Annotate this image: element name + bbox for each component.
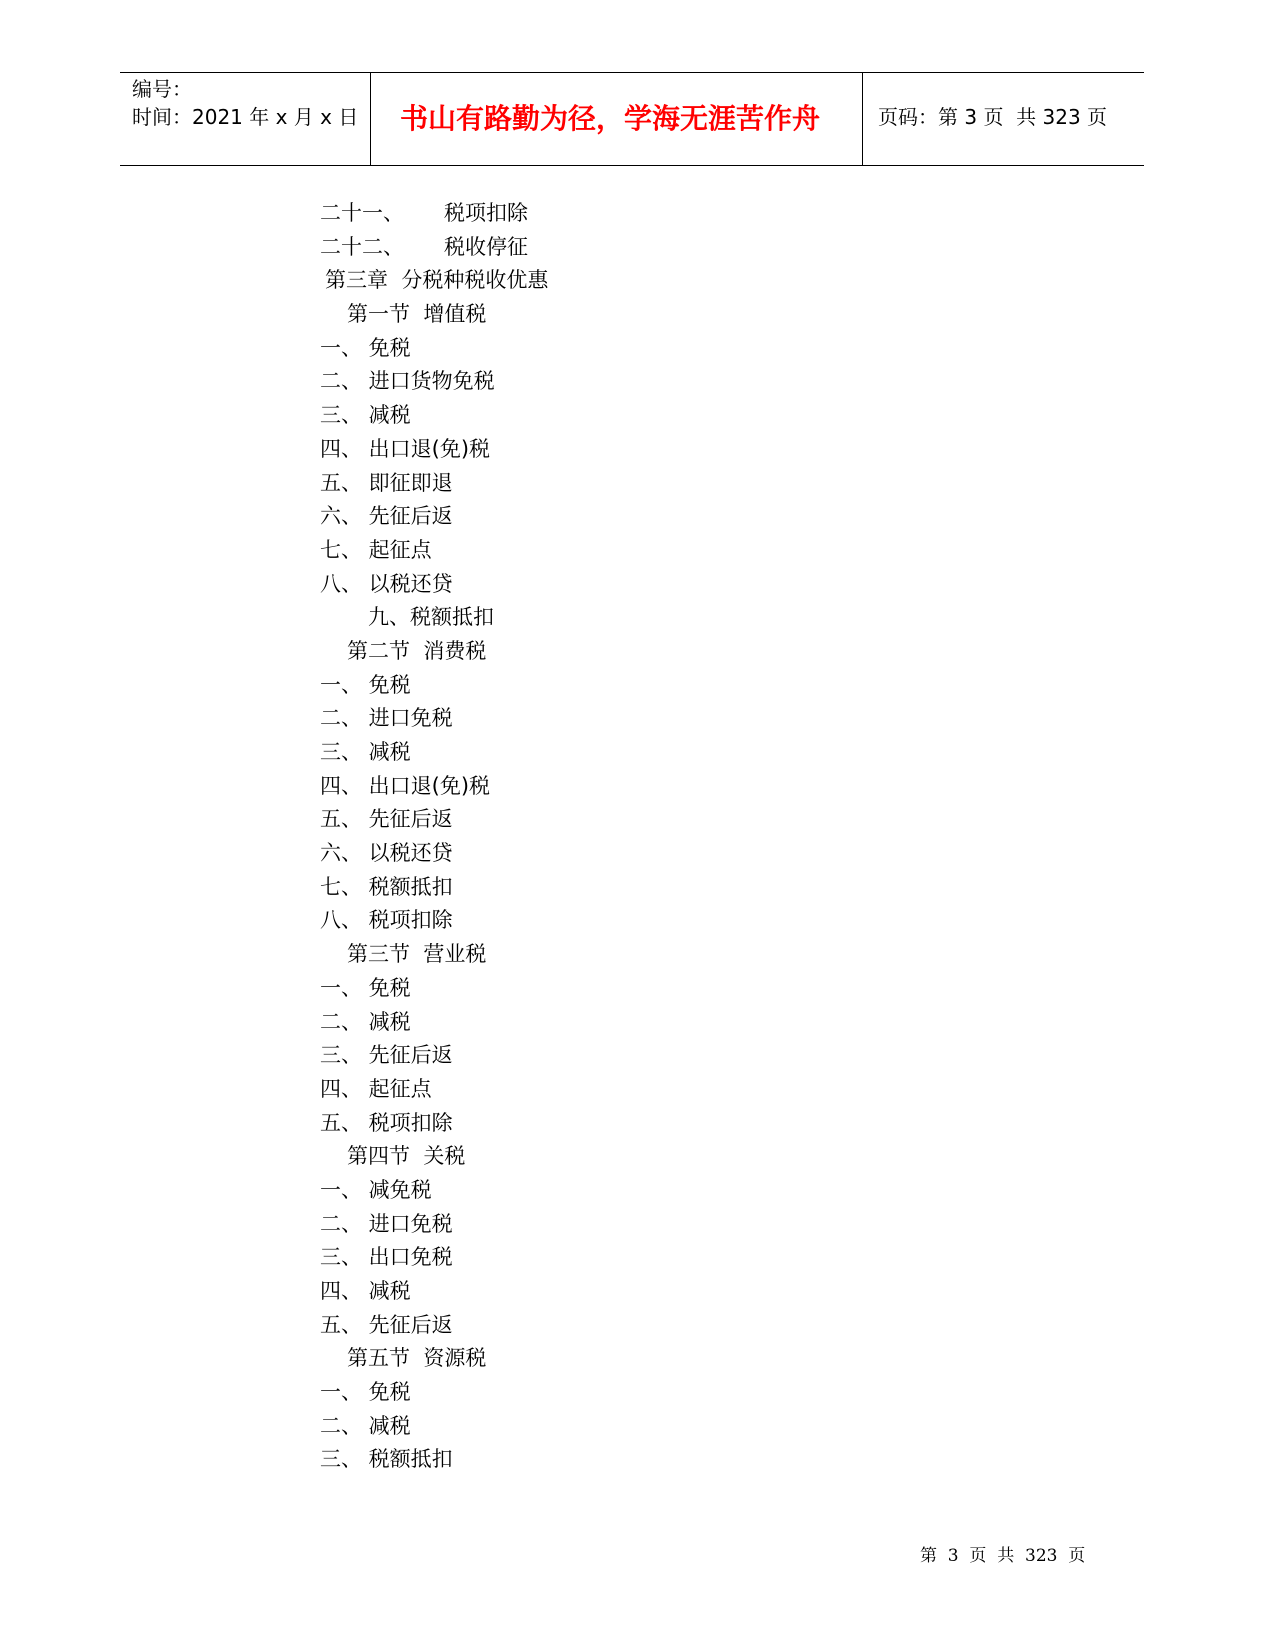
toc-item: 五、 税项扣除 (320, 1110, 453, 1135)
header-page-info: 页码：第 3 页 共 323 页 (878, 105, 1108, 129)
toc-item: 六、 先征后返 (320, 504, 453, 529)
page-header (120, 72, 1144, 166)
toc-item: 二、 减税 (320, 1413, 411, 1438)
toc-item: 三、 先征后返 (320, 1043, 453, 1068)
toc-item: 一、 免税 (320, 672, 411, 697)
toc-item: 八、 以税还贷 (320, 571, 453, 596)
toc-item: 三、 出口免税 (320, 1245, 453, 1270)
toc-item: 五、 先征后返 (320, 1312, 453, 1337)
toc-item: 二、 减税 (320, 1009, 411, 1034)
toc-chapter-heading: 第三章 分税种税收优惠 (325, 268, 549, 293)
header-motto: 书山有路勤为径，学海无涯苦作舟 (399, 102, 820, 135)
toc-item: 五、 即征即退 (320, 470, 453, 495)
page-footer: 第 3 页 共 323 页 (920, 1546, 1086, 1566)
toc-section-heading: 第三节 营业税 (347, 942, 487, 967)
toc-item: 一、 免税 (320, 1380, 411, 1405)
toc-item: 五、 先征后返 (320, 807, 453, 832)
table-of-contents (320, 197, 548, 1477)
header-divider-right (862, 73, 863, 165)
toc-item: 二、 进口免税 (320, 706, 453, 731)
toc-section-heading: 第四节 关税 (347, 1144, 466, 1169)
toc-item: 四、 减税 (320, 1279, 411, 1303)
document-number-label: 编号： (132, 77, 192, 101)
toc-section-heading: 第一节 增值税 (347, 302, 487, 327)
toc-item: 七、 税额抵扣 (320, 874, 453, 899)
toc-item: 八、 税项扣除 (320, 908, 453, 933)
toc-item: 二十二、 税收停征 (320, 234, 529, 259)
toc-item: 四、 出口退(免)税 (320, 773, 491, 798)
toc-item: 二、 进口免税 (320, 1211, 453, 1236)
toc-item: 一、 减免税 (320, 1177, 432, 1202)
toc-item: 一、 免税 (320, 975, 411, 1000)
toc-item: 二十一、 税项扣除 (320, 201, 529, 225)
toc-item: 四、 起征点 (320, 1076, 432, 1101)
toc-item: 三、 减税 (320, 403, 411, 428)
toc-item: 三、 减税 (320, 740, 411, 764)
document-time-label: 时间：2021 年 x 月 x 日 (132, 105, 359, 129)
header-meta (132, 75, 358, 131)
toc-section-heading: 第二节 消费税 (347, 638, 487, 663)
toc-item: 七、 起征点 (320, 537, 432, 562)
toc-item: 三、 税额抵扣 (320, 1447, 453, 1472)
toc-item: 九、税额抵扣 (368, 605, 494, 630)
toc-item: 四、 出口退(免)税 (320, 436, 491, 461)
toc-item: 二、 进口货物免税 (320, 369, 495, 394)
toc-section-heading: 第五节 资源税 (347, 1346, 487, 1371)
toc-item: 六、 以税还贷 (320, 841, 453, 866)
toc-item: 一、 免税 (320, 335, 411, 360)
